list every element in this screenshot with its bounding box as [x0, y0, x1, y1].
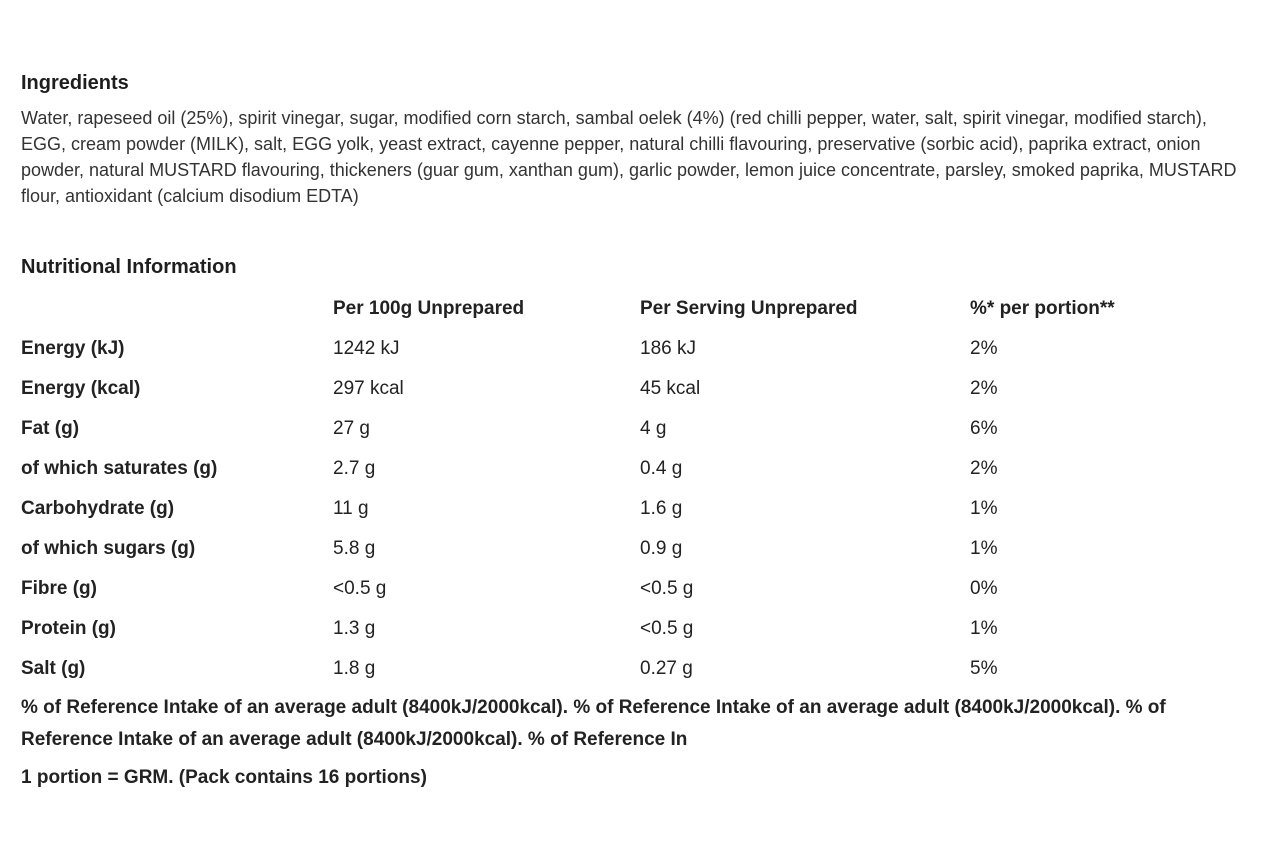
percent-value: 2%	[970, 378, 998, 399]
per-100g-value: 297 kcal	[333, 378, 404, 399]
per-serving-value: <0.5 g	[640, 618, 694, 639]
per-100g-value: <0.5 g	[333, 578, 387, 599]
nutrition-header-row	[21, 289, 1230, 329]
nutrient-label: Fibre (g)	[21, 578, 97, 599]
nutrient-label: Fat (g)	[21, 418, 80, 439]
nutrient-label: Carbohydrate (g)	[21, 498, 175, 519]
per-serving-value: 0.27 g	[640, 658, 693, 679]
table-row	[21, 529, 1230, 569]
per-100g-value: 2.7 g	[333, 458, 376, 479]
per-100g-value: 27 g	[333, 418, 370, 439]
nutrition-table	[21, 289, 1230, 689]
table-row	[21, 449, 1230, 489]
percent-value: 2%	[970, 338, 998, 359]
portion-note: 1 portion = GRM. (Pack contains 16 portions)	[21, 767, 427, 788]
per-100g-value: 1.8 g	[333, 658, 376, 679]
percent-value: 1%	[970, 538, 998, 559]
header-per-100g: Per 100g Unprepared	[333, 298, 525, 319]
per-100g-value: 1242 kJ	[333, 338, 400, 359]
percent-value: 1%	[970, 498, 998, 519]
nutrition-heading: Nutritional Information	[21, 256, 237, 278]
header-percent-portion: %* per portion**	[970, 298, 1115, 319]
table-row	[21, 649, 1230, 689]
percent-value: 0%	[970, 578, 998, 599]
per-100g-value: 5.8 g	[333, 538, 376, 559]
table-row	[21, 569, 1230, 609]
header-nutrient	[21, 289, 333, 329]
per-100g-value: 1.3 g	[333, 618, 376, 639]
nutrient-label: of which saturates (g)	[21, 458, 218, 479]
per-serving-value: 186 kJ	[640, 338, 696, 359]
percent-value: 1%	[970, 618, 998, 639]
percent-value: 2%	[970, 458, 998, 479]
per-serving-value: 1.6 g	[640, 498, 683, 519]
nutrient-label: Energy (kcal)	[21, 378, 141, 399]
table-row	[21, 329, 1230, 369]
nutrient-label: of which sugars (g)	[21, 538, 196, 559]
per-serving-value: 4 g	[640, 418, 667, 439]
per-serving-value: 0.9 g	[640, 538, 683, 559]
reference-intake-note: % of Reference Intake of an average adult (8400kJ/2000kcal). % of Reference Intake of an average adult (8400kJ/2000kcal). % of Reference Intake of an average adult (8400kJ/2000kcal). % of Reference In	[21, 697, 1166, 750]
table-row	[21, 489, 1230, 529]
ingredients-text: Water, rapeseed oil (25%), spirit vinegar, sugar, modified corn starch, sambal oelek (4%) (red chilli pepper, water, salt, spirit vinegar, modified starch), EGG, cream powder (MILK), salt, EGG yolk, yeast extract, cayenne pepper, natural chilli flavouring, preservative (sorbic acid), paprika extract, onion powder, natural MUSTARD flavouring, thickeners (guar gum, xanthan gum), garlic powder, lemon juice concentrate, parsley, smoked paprika, MUSTARD flour, antioxidant (calcium disodium EDTA)	[21, 108, 1237, 206]
per-serving-value: <0.5 g	[640, 578, 694, 599]
nutrient-label: Salt (g)	[21, 658, 86, 679]
percent-value: 5%	[970, 658, 998, 679]
table-row	[21, 409, 1230, 449]
nutrient-label: Energy (kJ)	[21, 338, 125, 359]
header-per-serving: Per Serving Unprepared	[640, 298, 858, 319]
nutrient-label: Protein (g)	[21, 618, 116, 639]
per-serving-value: 0.4 g	[640, 458, 683, 479]
per-serving-value: 45 kcal	[640, 378, 701, 399]
percent-value: 6%	[970, 418, 998, 439]
table-row	[21, 369, 1230, 409]
table-row	[21, 609, 1230, 649]
per-100g-value: 11 g	[333, 498, 369, 519]
ingredients-heading: Ingredients	[21, 72, 129, 94]
